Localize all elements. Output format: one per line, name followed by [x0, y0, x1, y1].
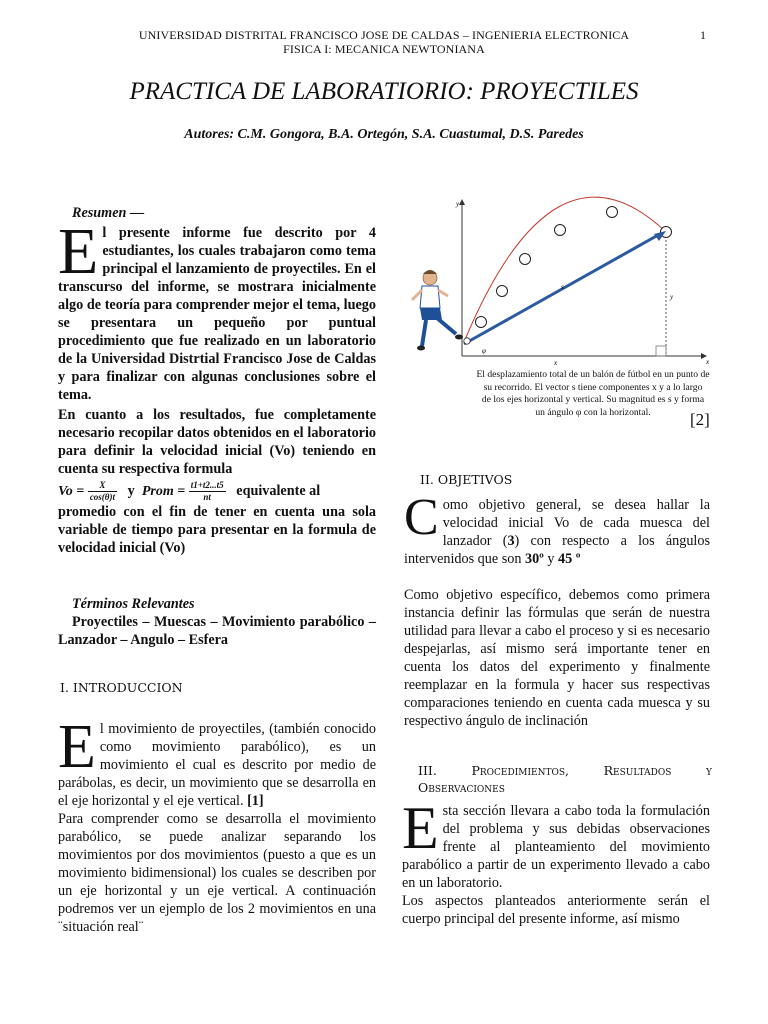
- caption-line-2: su recorrido. El vector s tiene componentes x y a lo largo: [483, 381, 703, 393]
- ball-position-4: [555, 225, 566, 236]
- caption-line-4: un ángulo φ con la horizontal.: [535, 406, 651, 418]
- objectives-paragraph-1: omo objetivo general, se desea hallar la velocidad inicial Vo de cada muesca del lanzador (: [442, 497, 710, 549]
- terms-text: Proyectiles – Muescas – Movimiento parabólico – Lanzador – Angulo – Esfera: [58, 614, 376, 648]
- intro-paragraph-1: l movimiento de proyectiles, (también conocido como movimiento parabólico), es un movimiento el cual es descrito por medio de parábolas, es decir, un movimiento que se desarrolla en el eje horizontal y el eje vertical.: [58, 721, 376, 809]
- objectives-dropcap: C: [404, 489, 439, 546]
- ball-position-1: [476, 317, 487, 328]
- header-course: FISICA I: MECANICA NEWTONIANA: [283, 42, 485, 56]
- formula-prom-numerator: t1+t2...t5: [190, 480, 224, 490]
- right-angle-marker: [656, 346, 666, 356]
- procedures-paragraph-2: Los aspectos planteados anteriormente serán el cuerpo principal del presente informe, así mismo: [402, 893, 710, 927]
- vector-s-label: s: [561, 283, 564, 291]
- procedures-heading: [418, 762, 712, 796]
- procedures-section: [402, 795, 710, 928]
- abstract-paragraph-2: En cuanto a los resultados, fue completamente necesario recopilar datos obtenidos en el laboratorio para definir la velocidad inicial (Vo) teniendo en cuenta su respectiva formula: [58, 407, 376, 477]
- intro-heading: I. INTRODUCCION: [60, 680, 183, 695]
- terms-section: [58, 595, 376, 649]
- intro-citation: [1]: [247, 793, 264, 809]
- formula-and: y: [127, 482, 135, 499]
- formula-tail: equivalente al: [236, 482, 321, 499]
- abstract-paragraph-3: promedio con el fin de tener en cuenta una sola variable de tiempo para presentar en la formula de velocidad inicial (Vo): [58, 504, 376, 556]
- objectives-paragraph-2: Como objetivo específico, debemos como primera instancia definir las fórmulas que serán de nuestra utilidad para llevar a cabo el proceso y si es necesario despejarlas, así mismo será importante tener en cuenta los datos del experimento y finalmente reemplazar en la formula y hacer sus respectivas comparaciones teniendo en cuenta cada muesca y su respectivo ángulo de inclinación: [404, 587, 710, 729]
- trajectory-curve: [464, 197, 666, 342]
- paper-authors: Autores: C.M. Gongora, B.A. Ortegón, S.A. Cuastumal, D.S. Paredes: [184, 127, 584, 142]
- formula-prom-denominator: nt: [203, 492, 211, 502]
- procedures-paragraph-1: sta sección llevara a cabo toda la formulación del problema y sus debidas observaciones frente al planteamiento del movimiento parabólico a partir de un experimento llevado a cabo en un laboratorio.: [402, 803, 710, 891]
- ball-position-2: [497, 286, 508, 297]
- objectives-angle-45: 45 º: [558, 551, 581, 567]
- figure-reference: [2]: [690, 410, 710, 429]
- objectives-section: [404, 489, 710, 730]
- angle-phi-label: φ: [482, 347, 486, 355]
- formula-prom-fraction: [189, 480, 226, 503]
- intro-paragraph-2: Para comprender como se desarrolla el movimiento parabólico, se puede analizar separando los movimientos por dos movimientos (puesto a que es un movimiento bidimensional) los cuales se describen por un eje horizontal y un eje vertical. A continuación podremos ver un ejemplo de los 2 movimientos en una ¨situación real¨: [58, 811, 376, 935]
- projectile-figure: [404, 196, 714, 366]
- caption-line-1: El desplazamiento total de un balón de fútbol en un punto de: [476, 369, 710, 380]
- terms-label: Términos Relevantes: [72, 596, 195, 612]
- formula-vo-fraction: [88, 480, 117, 503]
- procedures-heading-line-2: Observaciones: [418, 780, 505, 795]
- abstract-section: [58, 204, 376, 649]
- page-number: 1: [700, 28, 706, 42]
- header-university: UNIVERSIDAD DISTRITAL FRANCISCO JOSE DE CALDAS – INGENIERIA ELECTRONICA: [138, 28, 630, 42]
- formula-vo-numerator: X: [88, 480, 117, 492]
- objectives-heading: II. OBJETIVOS: [420, 472, 513, 487]
- x-axis-label: x: [706, 358, 710, 366]
- ball-position-5: [607, 207, 618, 218]
- abstract-label: Resumen —: [72, 205, 145, 221]
- soccer-player-illustration: [412, 270, 470, 351]
- intro-section: [58, 713, 376, 936]
- caption-line-3: de los ejes horizontal y vertical. Su magnitud es s y forma: [481, 394, 705, 405]
- vector-x-label: x: [554, 359, 558, 366]
- objectives-angle-30: 30º: [524, 551, 544, 567]
- formula-vo-denominator: cos(θ)t: [89, 492, 115, 502]
- abstract-formula-line: [58, 480, 376, 503]
- vector-y-label: y: [670, 293, 674, 301]
- procedures-heading-line-1: III. Procedimientos, Resultados y: [418, 763, 712, 778]
- procedures-dropcap: E: [402, 795, 439, 861]
- objectives-paragraph-1-mid: ) con respecto a los ángulos intervenidos que son: [404, 533, 710, 567]
- abstract-paragraph-1: l presente informe fue descrito por 4 estudiantes, los cuales trabajaron como tema principal el lanzamiento de proyectiles. En el transcurso del informe, se mostrara inicialmente algo de teoría para comprender mejor el tema, luego se presentara un pequeño por puntual procedimiento que fue realizado en un laboratorio de la Universidad Distrtial Francisco Jose de Caldas y para finalizar con algunas conclusiones sobre el tema.: [58, 225, 376, 403]
- objectives-muesca-count: 3: [507, 533, 515, 549]
- abstract-dropcap: E: [58, 215, 99, 288]
- y-axis-arrow: [459, 199, 465, 205]
- formula-prom-lhs: Prom =: [141, 483, 186, 499]
- formula-vo-lhs: Vo =: [58, 483, 85, 499]
- intro-dropcap: E: [58, 713, 96, 781]
- y-axis-label: y: [456, 200, 460, 208]
- ball-position-3: [520, 254, 531, 265]
- paper-title: PRACTICA DE LABORATIORIO: PROYECTILES: [129, 78, 639, 105]
- objectives-and: y: [543, 551, 559, 567]
